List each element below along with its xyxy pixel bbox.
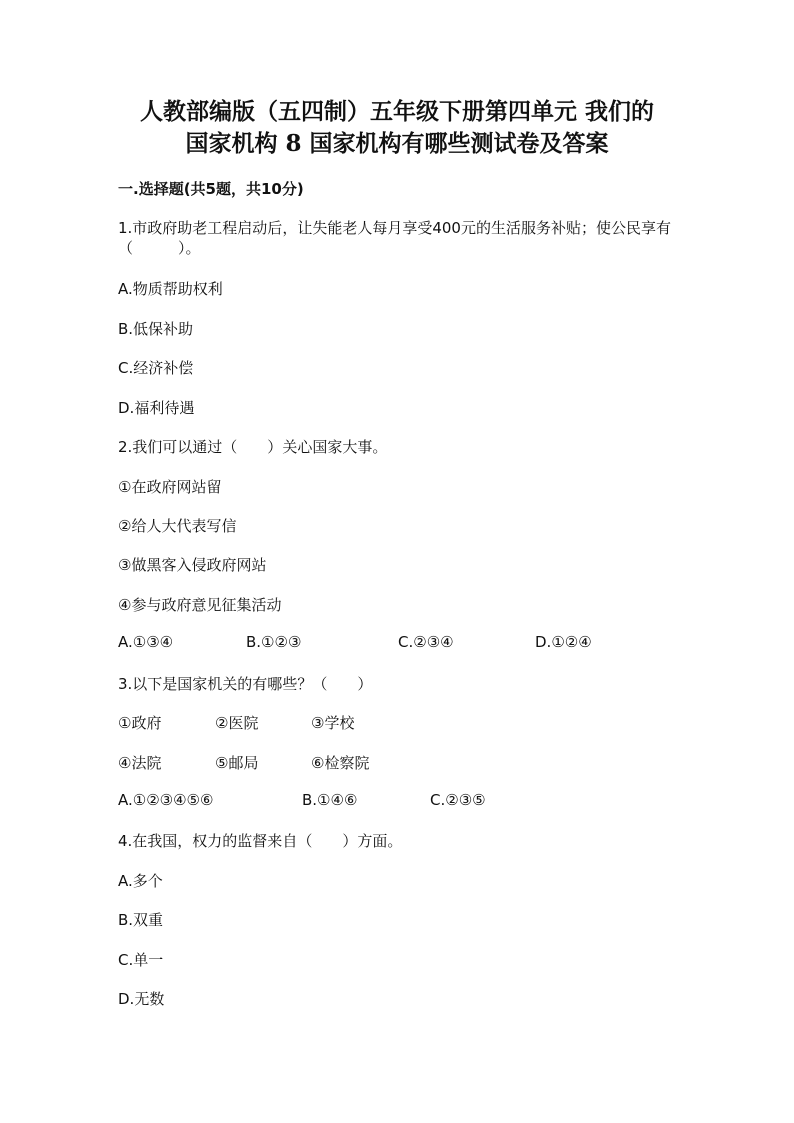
q2-option-b: B.①②③ xyxy=(246,633,302,651)
q2-option-d: D.①②④ xyxy=(535,633,592,651)
question-2-stem: 2.我们可以通过（ ）关心国家大事。 xyxy=(118,438,388,456)
question-1-stem: 1.市政府助老工程启动后，让失能老人每月享受400元的生活服务补贴；使公民享有（ ）。 xyxy=(118,219,671,257)
q4-option-b: B.双重 xyxy=(118,911,164,929)
q1-option-c: C.经济补偿 xyxy=(118,359,194,377)
q4-option-a: A.多个 xyxy=(118,872,163,890)
q3-option-b: B.①④⑥ xyxy=(302,791,358,809)
q3-item-6: ⑥检察院 xyxy=(311,754,370,772)
q1-option-d: D.福利待遇 xyxy=(118,399,195,417)
q3-item-4: ④法院 xyxy=(118,754,162,772)
q1-option-b: B.低保补助 xyxy=(118,320,194,338)
q4-option-c: C.单一 xyxy=(118,951,164,969)
q2-option-c: C.②③④ xyxy=(398,633,454,651)
q2-item-1: ①在政府网站留 xyxy=(118,478,222,496)
q2-item-4: ④参与政府意见征集活动 xyxy=(118,596,282,614)
q3-option-a: A.①②③④⑤⑥ xyxy=(118,791,214,809)
q3-item-5: ⑤邮局 xyxy=(215,754,259,772)
q2-item-3: ③做黑客入侵政府网站 xyxy=(118,556,267,574)
question-4-stem: 4.在我国，权力的监督来自（ ）方面。 xyxy=(118,832,403,850)
q3-item-3: ③学校 xyxy=(311,714,355,732)
q2-item-2: ②给人大代表写信 xyxy=(118,517,237,535)
q2-option-a: A.①③④ xyxy=(118,633,174,651)
question-3-stem: 3.以下是国家机关的有哪些？（ ） xyxy=(118,675,373,693)
section-heading: 一.选择题(共5题，共10分) xyxy=(118,180,304,198)
title-line-1: 人教部编版（五四制）五年级下册第四单元 我们的 xyxy=(139,98,654,125)
title-line-2: 国家机构 8 国家机构有哪些测试卷及答案 xyxy=(185,130,609,157)
q3-item-2: ②医院 xyxy=(215,714,259,732)
q4-option-d: D.无数 xyxy=(118,990,165,1008)
q1-option-a: A.物质帮助权利 xyxy=(118,280,223,298)
q3-option-c: C.②③⑤ xyxy=(430,791,486,809)
page-title xyxy=(0,96,794,160)
q3-item-1: ①政府 xyxy=(118,714,162,732)
